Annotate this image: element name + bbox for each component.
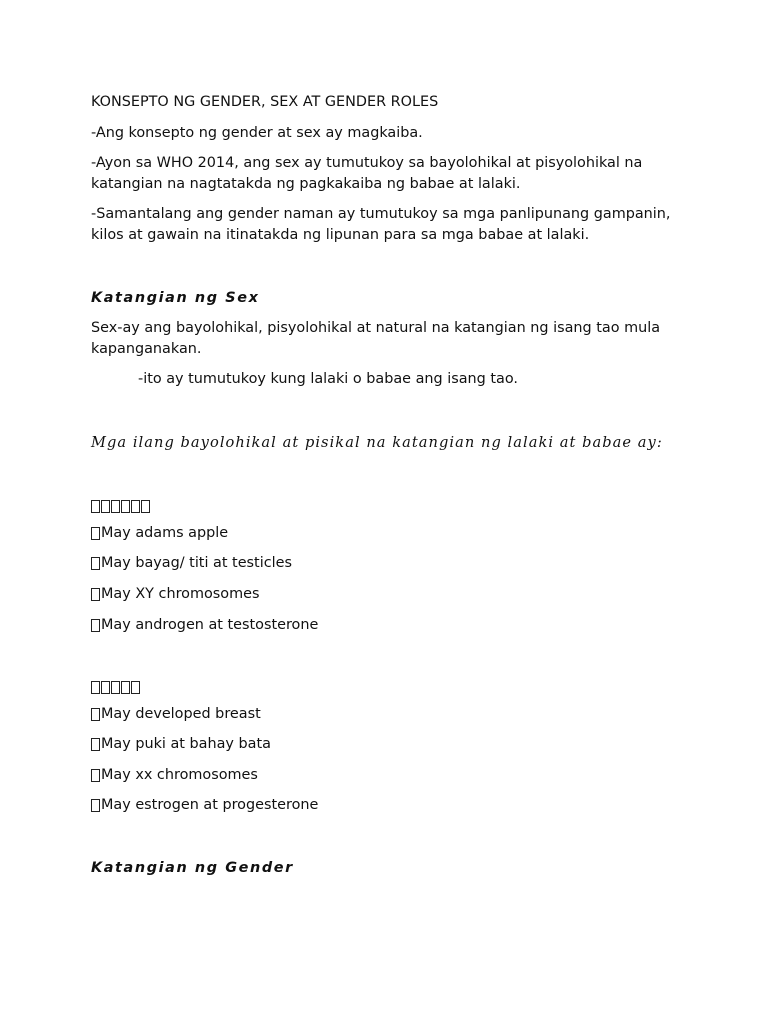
- missing-glyph-icon: [131, 500, 140, 513]
- missing-glyph-icon: [121, 681, 130, 694]
- list-item-text: May androgen at testosterone: [101, 617, 319, 633]
- paragraph-sex-note: -ito ay tumutukoy kung lalaki o babae ang isang tao.: [138, 371, 518, 387]
- list-intro: Mga ilang bayolohikal at pisikal na katangian ng lalaki at babae ay:: [91, 433, 663, 451]
- list-item: [91, 704, 681, 725]
- bullet-missing-glyph-icon: [91, 769, 100, 782]
- bullet-missing-glyph-icon: [91, 708, 100, 721]
- list-item-text: May puki at bahay bata: [101, 736, 271, 752]
- document-page: [91, 92, 681, 878]
- bullet-missing-glyph-icon: [91, 738, 100, 751]
- missing-glyph-icon: [131, 681, 140, 694]
- bullet-missing-glyph-icon: [91, 619, 100, 632]
- paragraph-sex-definition: Sex-ay ang bayolohikal, pisyolohikal at natural na katangian ng isang tao mula kapanganakan.: [91, 320, 661, 357]
- bullet-missing-glyph-icon: [91, 557, 100, 570]
- list-item: [91, 734, 681, 755]
- male-symbol-placeholder: [91, 496, 681, 513]
- bullet-missing-glyph-icon: [91, 799, 100, 812]
- missing-glyph-icon: [91, 500, 100, 513]
- missing-glyph-icon: [111, 500, 120, 513]
- document-title: KONSEPTO NG GENDER, SEX AT GENDER ROLES: [91, 94, 439, 110]
- missing-glyph-icon: [101, 681, 110, 694]
- list-item: [91, 584, 681, 605]
- list-item: [91, 615, 681, 636]
- list-item-text: May XY chromosomes: [101, 585, 260, 602]
- missing-glyph-icon: [141, 500, 150, 513]
- list-item: [91, 523, 681, 544]
- bullet-missing-glyph-icon: [91, 527, 100, 540]
- missing-glyph-icon: [101, 500, 110, 513]
- paragraph-gender-definition: -Samantalang ang gender naman ay tumutukoy sa mga panlipunang gampanin, kilos at gawain na itinatakda ng lipunan para sa mga babae at lalaki.: [91, 206, 671, 243]
- missing-glyph-icon: [111, 681, 120, 694]
- missing-glyph-icon: [121, 500, 130, 513]
- list-item: [91, 553, 681, 574]
- list-item: [91, 765, 681, 786]
- missing-glyph-icon: [91, 681, 100, 694]
- list-item: [91, 795, 681, 816]
- heading-katangian-gender: Katangian ng Gender: [91, 859, 294, 876]
- bullet-missing-glyph-icon: [91, 588, 100, 601]
- paragraph-who-definition: -Ayon sa WHO 2014, ang sex ay tumutukoy sa bayolohikal at pisyolohikal na katangian na nagtatakda ng pagkakaiba ng babae at lalaki.: [91, 155, 643, 192]
- list-item-text: May adams apple: [101, 524, 229, 541]
- list-item-text: May developed breast: [101, 705, 261, 722]
- heading-katangian-sex: Katangian ng Sex: [91, 290, 260, 306]
- list-item-text: May estrogen at progesterone: [101, 797, 319, 813]
- list-item-text: May xx chromosomes: [101, 766, 258, 783]
- list-item-text: May bayag/ titi at testicles: [101, 555, 292, 571]
- paragraph-gender-sex-differ: -Ang konsepto ng gender at sex ay magkaiba.: [91, 124, 423, 141]
- female-symbol-placeholder: [91, 677, 681, 694]
